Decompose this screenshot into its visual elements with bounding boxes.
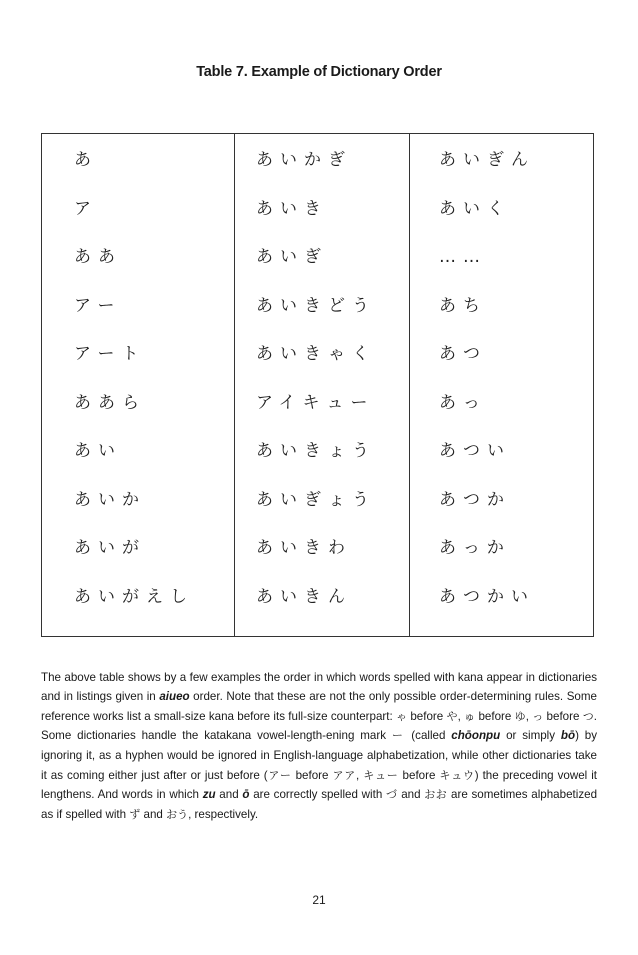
table-cell: アー — [74, 295, 122, 316]
term-zu: zu — [202, 788, 216, 802]
text-run: and — [140, 807, 167, 821]
table-cell: あいぎん — [439, 150, 535, 170]
term-aiueo: aiueo — [159, 690, 190, 704]
text-run: and — [215, 788, 243, 802]
term-o: ō — [242, 788, 250, 802]
text-run: before — [543, 709, 583, 723]
table-cell: ア — [74, 198, 98, 219]
table-cell: あいきん — [256, 586, 352, 607]
table-cell: あっ — [439, 392, 487, 413]
text-run: The above table shows by a few examples the order in which words spelled with kana appear in dictionaries and in listings given in — [41, 670, 597, 704]
kana-example: ず — [129, 807, 141, 821]
table-cell: あち — [439, 295, 487, 316]
text-run: , — [525, 709, 533, 723]
text-run: before — [475, 709, 515, 723]
table-cell: あいが — [74, 538, 146, 558]
text-run: , — [457, 709, 465, 723]
term-choonpu: chōonpu — [451, 729, 501, 743]
kana-example: づ — [386, 788, 398, 802]
text-run: (called — [405, 729, 452, 743]
page-number: 21 — [312, 893, 326, 907]
kana-example: ゅ — [464, 709, 476, 723]
kana-example: おう — [166, 807, 189, 821]
table-cell: あっか — [439, 538, 511, 558]
table-cell: あいぎ — [256, 247, 328, 267]
table-cell: ああ — [74, 247, 122, 267]
table-cell: あつい — [439, 441, 511, 461]
kana-example: おお — [424, 788, 448, 802]
kana-example: ー — [391, 729, 406, 743]
kana-example: キュウ — [439, 768, 475, 782]
table-cell: あいかぎ — [256, 150, 352, 170]
table-title: Table 7. Example of Dictionary Order — [196, 64, 442, 80]
text-run: before — [398, 768, 440, 782]
table-cell: あいきゃく — [256, 344, 376, 364]
table-cell: アイキュー — [256, 392, 375, 413]
table-cell: あいく — [439, 198, 511, 219]
text-run: ) by ignoring it, as a hyphen would be ignored in English-language alphabetization, while other dictionaries take it as coming either just after or just before ( — [41, 729, 598, 782]
table-cell: あいき — [256, 198, 328, 219]
table-cell: …… — [439, 247, 487, 267]
kana-example: ゃ — [396, 709, 408, 723]
text-run: , — [356, 768, 364, 782]
table-cell: あいか — [74, 489, 146, 510]
kana-example: アー — [267, 768, 292, 782]
text-run: ) the preceding vowel it lengthens. And words in which — [41, 768, 598, 802]
kana-example: や — [446, 709, 458, 723]
text-run: . Some dictionaries handle the katakana vowel-length-ening mark — [41, 709, 598, 743]
text-run: and — [397, 788, 425, 802]
table-column-3 — [409, 134, 593, 636]
table-cell: あいぎょう — [256, 489, 376, 510]
text-run: before — [291, 768, 333, 782]
table-cell: アート — [74, 344, 146, 364]
table-cell: あいがえし — [74, 586, 194, 607]
table-cell: あい — [74, 441, 122, 461]
term-bo: bō — [560, 729, 576, 743]
text-run: are sometimes alphabetized as if spelled with — [41, 788, 598, 821]
dictionary-order-table — [41, 133, 594, 637]
table-column-1 — [42, 134, 234, 636]
explanation-paragraph — [41, 668, 597, 825]
table-cell: あ — [74, 150, 98, 170]
text-run: or simply — [500, 729, 561, 743]
table-cell: あつか — [439, 489, 511, 510]
table-column-2 — [234, 134, 409, 636]
text-run: before — [407, 709, 447, 723]
table-cell: あいきわ — [256, 538, 352, 558]
text-run: order. Note that these are not the only possible order-determining rules. Some reference works list a small-size kana before its full-size counterpart: — [41, 690, 597, 723]
table-cell: あいきょう — [256, 441, 376, 461]
table-cell: あいきどう — [256, 295, 376, 316]
kana-example: アア — [332, 768, 357, 782]
kana-example: ゆ — [514, 709, 526, 723]
table-cell: あつかい — [439, 586, 535, 607]
table-cell: あつ — [439, 344, 487, 364]
kana-example: っ — [532, 709, 544, 723]
kana-example: つ — [582, 709, 594, 723]
kana-example: キュー — [363, 768, 399, 782]
text-run: , respectively. — [188, 807, 259, 821]
table-cell: ああら — [74, 392, 146, 413]
text-run: are correctly spelled with — [249, 788, 386, 802]
